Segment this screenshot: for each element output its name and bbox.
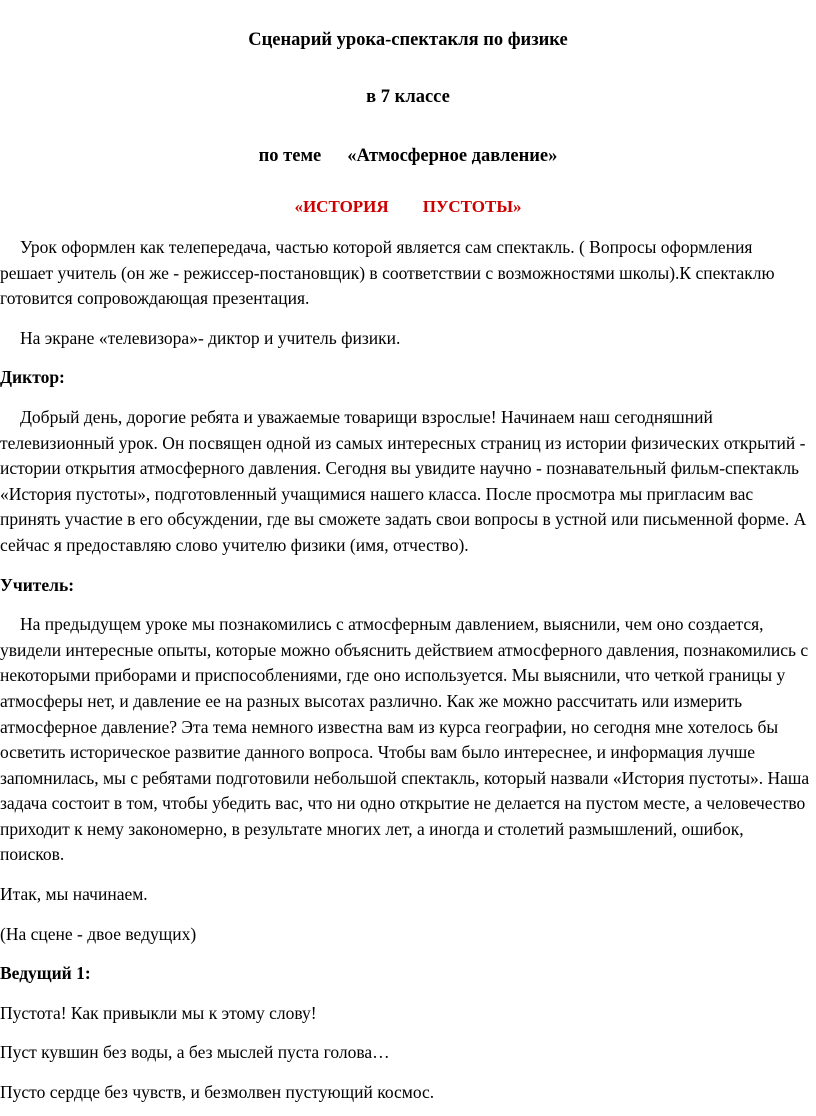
scenario-heading: Сценарий урока-спектакля по физике [248, 30, 568, 50]
teacher-label: Учитель: [0, 574, 75, 595]
poem-line-1: Пустота! Как привыкли мы к этому слову! [0, 1002, 317, 1023]
grade-heading: в 7 классе [366, 87, 450, 107]
intro-paragraph: Урок оформлен как телепередача, частью которой является сам спектакль. ( Вопросы оформления решает учитель (он же - режиссер-постановщик) в соответствии с возможностями школы).К спектаклю готовится сопровождающая презентация. [0, 237, 775, 309]
topic-name: «Атмосферное давление» [347, 146, 558, 166]
teacher-paragraph: На предыдущем уроке мы познакомились с атмосферным давлением, выяснили, чем оно создается, увидели интересные опыты, которые можно объяснить действием атмосферного давления, познакомились с некоторыми приборами и приспособлениями, где оно используется. Мы выяснили, что четкой границы у атмосферы нет, и давление ее на разных высотах различно. Как же можно рассчитать или измерить атмосферное давление? Эта тема немного известна вам из курса географии, но сегодня мне хотелось бы осветить историческое развитие данного вопроса. Чтобы вам было интереснее, и информация лучше запомнилась, мы с ребятами подготовили небольшой спектакль, который назвали «История пустоты». Наша задача состоит в том, чтобы убедить вас, что ни одно открытие не делается на пустом месте, а человечество приходит к нему закономерно, в результате многих лет, а иногда и столетий размышлений, ошибок, поисков. [0, 614, 810, 865]
topic-heading [0, 146, 816, 167]
poem-line-2: Пуст кувшин без воды, а без мыслей пуста голова… [0, 1042, 390, 1063]
topic-prefix: по теме [258, 146, 322, 166]
stage-direction: (На сцене - двое ведущих) [0, 923, 197, 944]
announcer-paragraph: Добрый день, дорогие ребята и уважаемые товарищи взрослые! Начинаем наш сегодняшний телевизионный урок. Он посвящен одной из самых интересных страниц из истории физических открытий - истории открытия атмосферного давления. Сегодня вы увидите научно - познавательный фильм-спектакль «История пустоты», подготовленный учащимися нашего класса. После просмотра мы пригласим вас принять участие в его обсуждении, где вы сможете задать свои вопросы в устной или письменной форме. А сейчас я предоставляю слово учителю физики (имя, отчество). [0, 406, 807, 555]
screen-paragraph: На экране «телевизора»- диктор и учитель физики. [20, 327, 401, 348]
document-body [0, 235, 810, 1106]
announcer-label: Диктор: [0, 367, 65, 388]
play-title-word1: «ИСТОРИЯ [294, 197, 389, 216]
poem-line-3: Пусто сердце без чувств, и безмолвен пустующий космос. [0, 1082, 435, 1103]
host1-label: Ведущий 1: [0, 963, 91, 984]
begin-line: Итак, мы начинаем. [0, 884, 148, 905]
play-title [0, 197, 816, 217]
play-title-word2: ПУСТОТЫ» [422, 197, 522, 216]
